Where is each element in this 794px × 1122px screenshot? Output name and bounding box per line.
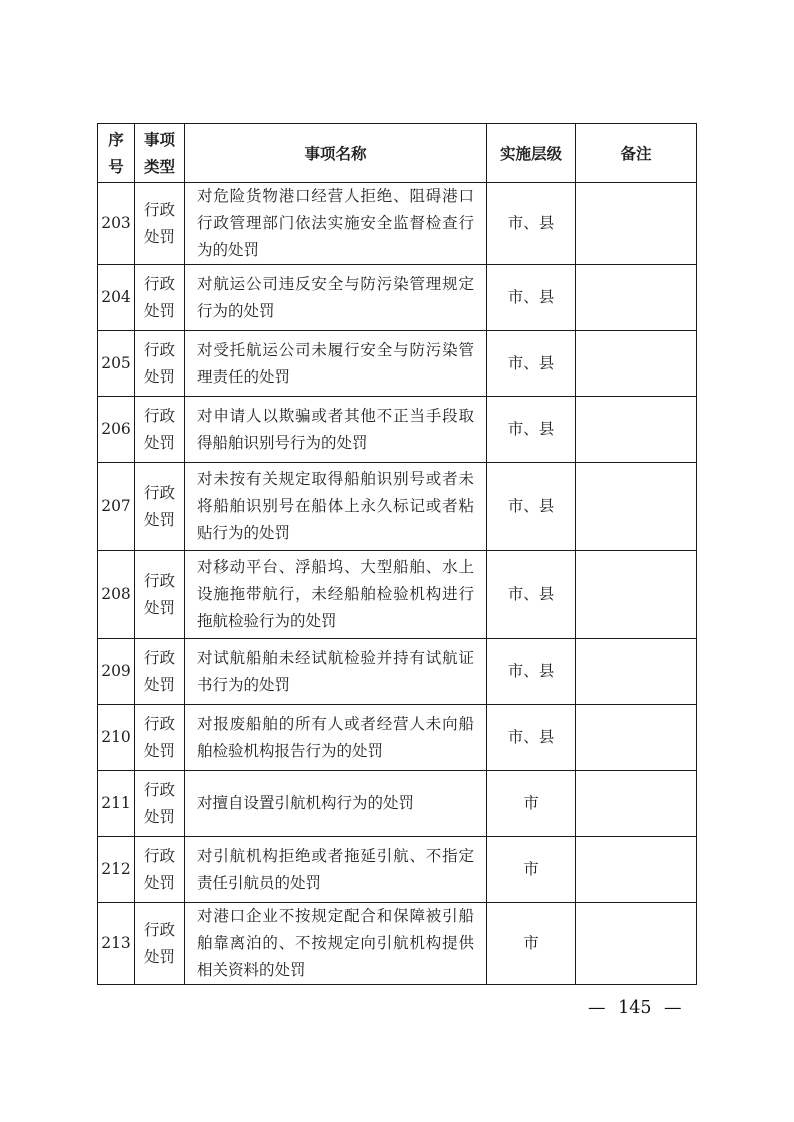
item-name: 对航运公司违反安全与防污染管理规定行为的处罚 bbox=[185, 265, 487, 331]
implementation-level: 市、县 bbox=[487, 705, 576, 771]
item-type: 行政处罚 bbox=[135, 265, 185, 331]
row-number: 207 bbox=[98, 463, 135, 551]
row-number: 213 bbox=[98, 903, 135, 985]
item-type: 行政处罚 bbox=[135, 551, 185, 639]
table-row bbox=[98, 265, 697, 331]
remark bbox=[576, 265, 697, 331]
table-row bbox=[98, 903, 697, 985]
item-type: 行政处罚 bbox=[135, 837, 185, 903]
implementation-level: 市、县 bbox=[487, 463, 576, 551]
item-name: 对危险货物港口经营人拒绝、阻碍港口行政管理部门依法实施安全监督检查行为的处罚 bbox=[185, 183, 487, 265]
item-type: 行政处罚 bbox=[135, 903, 185, 985]
row-number: 210 bbox=[98, 705, 135, 771]
item-type: 行政处罚 bbox=[135, 463, 185, 551]
row-number: 206 bbox=[98, 397, 135, 463]
row-number: 204 bbox=[98, 265, 135, 331]
item-name: 对港口企业不按规定配合和保障被引船舶靠离泊的、不按规定向引航机构提供相关资料的处罚 bbox=[185, 903, 487, 985]
row-number: 208 bbox=[98, 551, 135, 639]
page-number: — 145 — bbox=[588, 998, 682, 1018]
items-table bbox=[97, 123, 697, 985]
item-name: 对申请人以欺骗或者其他不正当手段取得船舶识别号行为的处罚 bbox=[185, 397, 487, 463]
remark bbox=[576, 331, 697, 397]
remark bbox=[576, 837, 697, 903]
item-name: 对受托航运公司未履行安全与防污染管理责任的处罚 bbox=[185, 331, 487, 397]
header-no: 序号 bbox=[98, 124, 135, 183]
table-row bbox=[98, 705, 697, 771]
header-note: 备注 bbox=[576, 124, 697, 183]
item-type: 行政处罚 bbox=[135, 639, 185, 705]
remark bbox=[576, 903, 697, 985]
item-type: 行政处罚 bbox=[135, 397, 185, 463]
remark bbox=[576, 463, 697, 551]
header-type: 事项类型 bbox=[135, 124, 185, 183]
table-row bbox=[98, 551, 697, 639]
item-type: 行政处罚 bbox=[135, 183, 185, 265]
implementation-level: 市、县 bbox=[487, 265, 576, 331]
header-level: 实施层级 bbox=[487, 124, 576, 183]
item-name: 对报废船舶的所有人或者经营人未向船舶检验机构报告行为的处罚 bbox=[185, 705, 487, 771]
header-name: 事项名称 bbox=[185, 124, 487, 183]
implementation-level: 市、县 bbox=[487, 331, 576, 397]
remark bbox=[576, 705, 697, 771]
table-row bbox=[98, 837, 697, 903]
item-type: 行政处罚 bbox=[135, 331, 185, 397]
item-name: 对未按有关规定取得船舶识别号或者未将船舶识别号在船体上永久标记或者粘贴行为的处罚 bbox=[185, 463, 487, 551]
implementation-level: 市、县 bbox=[487, 639, 576, 705]
implementation-level: 市 bbox=[487, 903, 576, 985]
row-number: 205 bbox=[98, 331, 135, 397]
item-name: 对引航机构拒绝或者拖延引航、不指定责任引航员的处罚 bbox=[185, 837, 487, 903]
row-number: 211 bbox=[98, 771, 135, 837]
item-name: 对试航船舶未经试航检验并持有试航证书行为的处罚 bbox=[185, 639, 487, 705]
table-header-row bbox=[98, 124, 697, 183]
table-row bbox=[98, 463, 697, 551]
remark bbox=[576, 551, 697, 639]
row-number: 212 bbox=[98, 837, 135, 903]
implementation-level: 市、县 bbox=[487, 183, 576, 265]
remark bbox=[576, 183, 697, 265]
table-row bbox=[98, 397, 697, 463]
row-number: 203 bbox=[98, 183, 135, 265]
table-row bbox=[98, 771, 697, 837]
item-name: 对移动平台、浮船坞、大型船舶、水上设施拖带航行，未经船舶检验机构进行拖航检验行为的处罚 bbox=[185, 551, 487, 639]
item-name: 对擅自设置引航机构行为的处罚 bbox=[185, 771, 487, 837]
implementation-level: 市、县 bbox=[487, 551, 576, 639]
remark bbox=[576, 771, 697, 837]
implementation-level: 市 bbox=[487, 771, 576, 837]
table-row bbox=[98, 331, 697, 397]
table-row bbox=[98, 183, 697, 265]
remark bbox=[576, 639, 697, 705]
implementation-level: 市、县 bbox=[487, 397, 576, 463]
row-number: 209 bbox=[98, 639, 135, 705]
item-type: 行政处罚 bbox=[135, 705, 185, 771]
table-row bbox=[98, 639, 697, 705]
item-type: 行政处罚 bbox=[135, 771, 185, 837]
remark bbox=[576, 397, 697, 463]
implementation-level: 市 bbox=[487, 837, 576, 903]
